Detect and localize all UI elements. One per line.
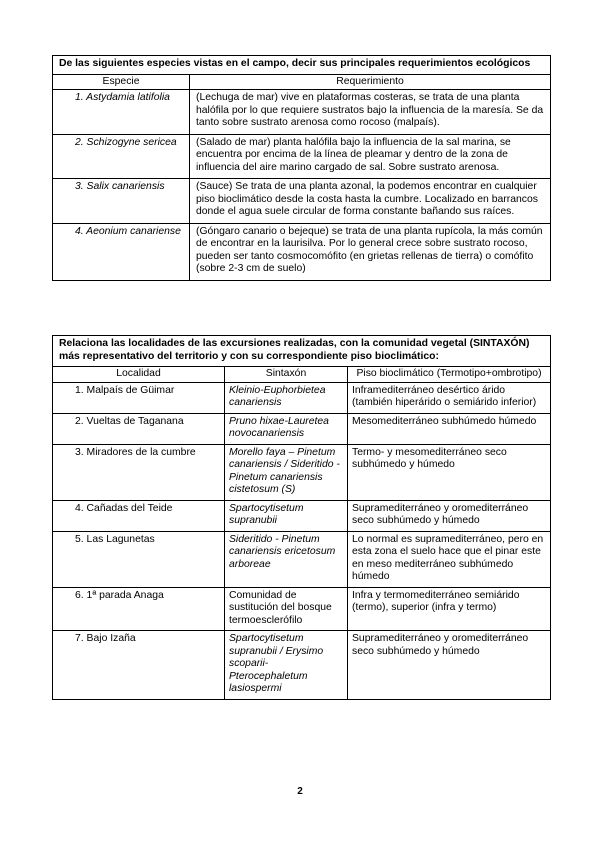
table-row <box>53 179 551 224</box>
table-row <box>53 444 551 500</box>
bioclimatic-floor: Termo- y mesomediterráneo seco subhúmedo y húmedo <box>348 444 551 500</box>
species-name: 3. Salix canariensis <box>53 179 190 224</box>
syntaxon: Spartocytisetum supranubii <box>225 500 348 531</box>
header-requerimiento: Requerimiento <box>190 74 551 90</box>
page-number: 2 <box>297 786 303 797</box>
bioclimatic-floor: Infra y termomediterráneo semiárido (termo), superior (infra y termo) <box>348 587 551 631</box>
syntaxon: Comunidad de sustitución del bosque termoesclerófilo <box>225 587 348 631</box>
syntaxon: Spartocytisetum supranubii / Erysimo scoparii-Pterocephaletum lasiospermi <box>225 631 348 700</box>
table-row <box>53 223 551 280</box>
syntaxon: Sideritido - Pinetum canariensis ericetosum arboreae <box>225 531 348 587</box>
table-row <box>53 631 551 700</box>
syntaxon: Kleinio-Euphorbietea canariensis <box>225 382 348 413</box>
species-name: 1. Astydamia latifolia <box>53 90 190 135</box>
table-row <box>53 587 551 631</box>
species-name: 4. Aeonium canariense <box>53 223 190 280</box>
localities-syntaxon-table <box>52 335 551 700</box>
syntaxon: Pruno hixae-Lauretea novocanariensis <box>225 413 348 444</box>
table-row <box>53 134 551 179</box>
table-row <box>53 500 551 531</box>
bioclimatic-floor: Supramediterráneo y oromediterráneo seco subhúmedo y húmedo <box>348 500 551 531</box>
locality: 7. Bajo Izaña <box>53 631 225 700</box>
species-requirement: (Góngaro canario o bejeque) se trata de una planta rupícola, la más común de encontrar en la laurisilva. Por lo general crece sobre sustrato rocoso, pueden ser tanto cosmocomófito (en grietas rellenas de tierra) o comófito (sobre 2-3 cm de suelo) <box>190 223 551 280</box>
locality: 5. Las Lagunetas <box>53 531 225 587</box>
header-especie: Especie <box>53 74 190 90</box>
bioclimatic-floor: Mesomediterráneo subhúmedo húmedo <box>348 413 551 444</box>
header-piso-bioclimatico: Piso bioclimático (Termotipo+ombrotipo) <box>348 367 551 383</box>
header-localidad: Localidad <box>53 367 225 383</box>
header-sintaxon: Sintaxón <box>225 367 348 383</box>
locality: 1. Malpaís de Güimar <box>53 382 225 413</box>
bioclimatic-floor: Inframediterráneo desértico árido (también hiperárido o semiárido inferior) <box>348 382 551 413</box>
species-requirement: (Sauce) Se trata de una planta azonal, la podemos encontrar en cualquier piso bioclimático desde la costa hasta la cumbre. Localizado en barrancos donde el agua suele circular de forma constante bañando sus raíces. <box>190 179 551 224</box>
table-row <box>53 90 551 135</box>
table-row <box>53 413 551 444</box>
bioclimatic-floor: Supramediterráneo y oromediterráneo seco subhúmedo y húmedo <box>348 631 551 700</box>
species-requirement: (Salado de mar) planta halófila bajo la influencia de la sal marina, se encuentra por encima de la línea de pleamar y dentro de la zona de influencia del aire marino cargado de sal. Sobre sustrato arenosa. <box>190 134 551 179</box>
table1-title: De las siguientes especies vistas en el campo, decir sus principales requerimientos ecológicos <box>53 56 551 75</box>
table-row <box>53 382 551 413</box>
bioclimatic-floor: Lo normal es supramediterráneo, pero en esta zona el suelo hace que el pinar este en meso mediterráneo subhúmedo húmedo <box>348 531 551 587</box>
locality: 2. Vueltas de Taganana <box>53 413 225 444</box>
locality: 3. Miradores de la cumbre <box>53 444 225 500</box>
table2-title: Relaciona las localidades de las excursiones realizadas, con la comunidad vegetal (SINTAXÓN) más representativo del territorio y con su correspondiente piso bioclimático: <box>53 336 551 367</box>
table-row <box>53 531 551 587</box>
species-name: 2. Schizogyne sericea <box>53 134 190 179</box>
locality: 4. Cañadas del Teide <box>53 500 225 531</box>
species-requirements-table <box>52 55 551 281</box>
species-requirement: (Lechuga de mar) vive en plataformas costeras, se trata de una planta halófila por lo que requiere sustratos bajo la influencia de la maresía. Se da tanto sobre sustrato arenosa como rocoso (malpaís). <box>190 90 551 135</box>
syntaxon: Morello faya – Pinetum canariensis / Sideritido - Pinetum canariensis cistetosum (S) <box>225 444 348 500</box>
locality: 6. 1ª parada Anaga <box>53 587 225 631</box>
